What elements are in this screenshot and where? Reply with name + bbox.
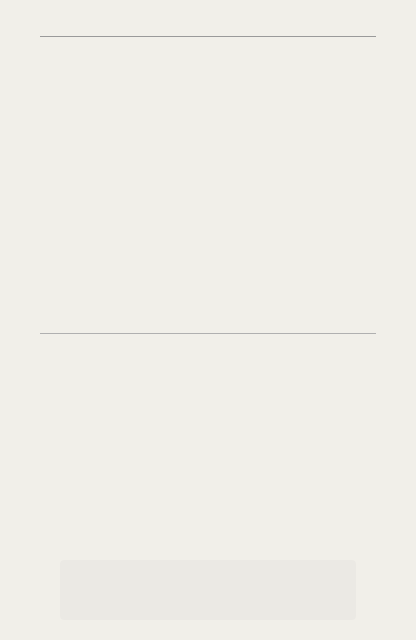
catalog-column xyxy=(96,336,105,616)
catalog-column xyxy=(179,336,188,616)
catalog-column xyxy=(312,336,321,616)
catalog-column xyxy=(63,46,72,330)
catalog-column xyxy=(46,336,55,616)
catalog-column xyxy=(79,336,88,616)
catalog-column xyxy=(113,336,122,616)
catalog-column xyxy=(129,336,138,616)
catalog-column xyxy=(146,336,155,616)
catalog-column xyxy=(229,46,238,330)
catalog-column xyxy=(229,336,238,616)
top-register xyxy=(40,40,376,330)
catalog-column xyxy=(63,336,72,616)
catalog-column xyxy=(179,46,188,330)
catalog-column xyxy=(146,46,155,330)
catalog-column xyxy=(361,46,370,330)
catalog-column xyxy=(278,46,287,330)
catalog-column xyxy=(46,46,55,330)
catalog-column xyxy=(361,336,370,616)
catalog-column xyxy=(129,46,138,330)
catalog-column xyxy=(113,46,122,330)
catalog-column xyxy=(328,336,337,616)
catalog-column xyxy=(245,336,254,616)
catalog-column xyxy=(262,336,271,616)
catalog-column xyxy=(262,46,271,330)
catalog-column xyxy=(195,336,204,616)
catalog-column xyxy=(295,336,304,616)
catalog-column xyxy=(162,336,171,616)
catalog-column xyxy=(345,46,354,330)
catalog-column xyxy=(79,46,88,330)
catalog-column xyxy=(212,336,221,616)
catalog-column xyxy=(162,46,171,330)
catalog-column xyxy=(212,46,221,330)
catalog-column xyxy=(96,46,105,330)
catalog-column xyxy=(195,46,204,330)
catalog-column xyxy=(295,46,304,330)
bottom-register xyxy=(40,336,376,622)
catalog-column xyxy=(312,46,321,330)
catalog-column xyxy=(245,46,254,330)
register-divider xyxy=(40,333,376,334)
catalog-column xyxy=(345,336,354,616)
catalog-column xyxy=(328,46,337,330)
catalog-column xyxy=(278,336,287,616)
header-rule xyxy=(40,36,376,37)
